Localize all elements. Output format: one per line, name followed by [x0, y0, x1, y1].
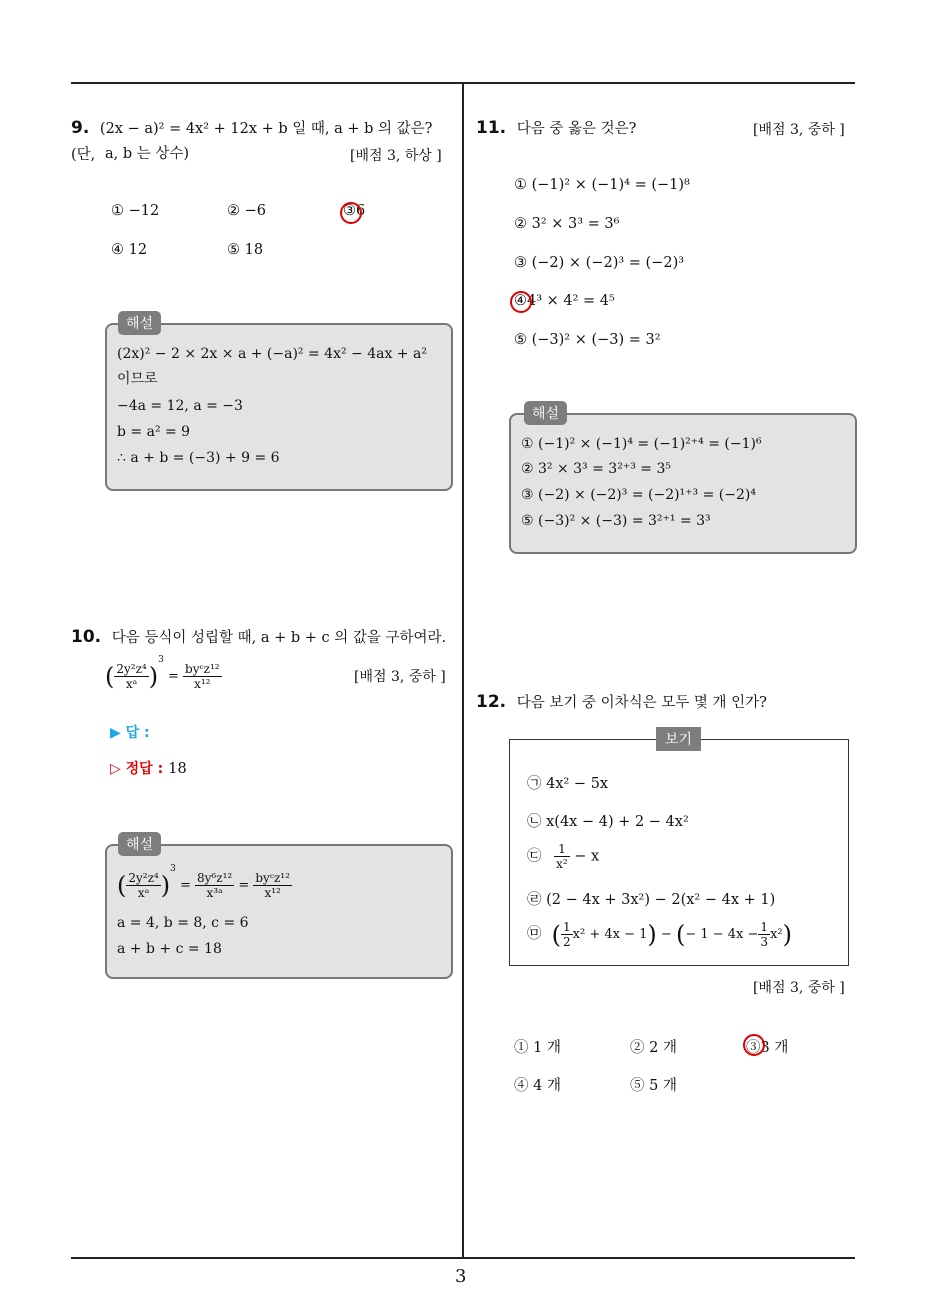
q10-text: 다음 등식이 성립할 때, a + b + c 의 값을 구하여라. — [111, 630, 447, 646]
q10-solution-equation — [117, 864, 292, 900]
q11-solution-label: 해설 — [524, 401, 567, 425]
q12-bogi-label: 보기 — [656, 727, 701, 751]
q12-choice-3-num: ③ — [746, 1040, 761, 1056]
q12-item-4: ㉣ (2 − 4x + 3x²) − 2(x² − 4x + 1) — [527, 892, 776, 908]
q11-score: [배점 3, 중하 ] — [753, 122, 845, 138]
q10-answer-label: ▶ 답 : — [110, 725, 150, 741]
q9-text-line2: a, b 는 상수) — [105, 146, 190, 162]
q10-exponent: 3 — [158, 655, 164, 665]
q11-choice-1[interactable]: ① (−1)² × (−1)⁴ = (−1)⁸ — [514, 177, 690, 193]
q12-question — [476, 689, 767, 716]
q10-equation — [105, 655, 222, 691]
q10-correct-row — [110, 758, 187, 778]
q10-number: 10. — [71, 627, 102, 647]
q12-item-5-part-c: x² — [770, 927, 783, 942]
q12-item-5-minus: − — [660, 927, 672, 942]
q12-answer-circle — [743, 1034, 765, 1056]
q12-score: [배점 3, 중하 ] — [753, 980, 845, 996]
column-divider — [462, 82, 464, 1259]
q9-choice-5[interactable]: ⑤ 18 — [227, 242, 264, 258]
page-number: 3 — [455, 1266, 467, 1287]
q10-score: [배점 3, 중하 ] — [354, 669, 446, 685]
q12-item-5-mark: ㉤ — [527, 926, 542, 942]
q12-number: 12. — [476, 692, 507, 712]
q10-paren-close: ) — [148, 662, 159, 691]
q12-item-5-paren2-close: ) — [782, 920, 792, 949]
q9-solution-1: (2x)² − 2 × 2x × a + (−a)² = 4x² − 4ax + a² — [117, 346, 427, 362]
q10-equals: = — [167, 669, 184, 684]
q10-solution-label: 해설 — [118, 832, 161, 856]
q10-sol-fraction-3: $\frac{\text{byᶜz¹²}}{\text{x¹²}}$ — [255, 871, 290, 900]
q12-item-5-third: $\frac{1}{3}$ — [760, 920, 769, 949]
q9-choice-2[interactable]: ② −6 — [227, 203, 266, 219]
q10-correct-label: ▷ 정답 : — [110, 761, 164, 777]
q9-solution-3: −4a = 12, a = −3 — [117, 398, 243, 414]
q12-choice-1[interactable]: ① 1 개 — [514, 1040, 561, 1056]
q12-choice-2[interactable]: ② 2 개 — [630, 1040, 677, 1056]
q10-sol-equals-2: = — [238, 878, 254, 893]
q12-text: 다음 보기 중 이차식은 모두 몇 개 인가? — [516, 695, 767, 711]
q11-question — [476, 115, 636, 142]
q12-item-3-rest: − x — [574, 848, 600, 865]
q11-number: 11. — [476, 118, 507, 138]
q12-item-5-paren1-open: ( — [551, 920, 562, 949]
q9-choice-4[interactable]: ④ 12 — [111, 242, 148, 258]
q10-paren-open: ( — [105, 662, 115, 691]
q9-choice-1[interactable]: ① −12 — [111, 203, 160, 219]
q10-sol-fraction-2: $\frac{\text{8y⁶z¹²}}{\text{x³ᵃ}}$ — [197, 871, 233, 900]
q12-item-5-paren2-open: ( — [675, 920, 686, 949]
q9-solution-label: 해설 — [118, 311, 161, 335]
q11-text: 다음 중 옳은 것은? — [516, 121, 637, 137]
q12-item-3-fraction: $\frac{1}{\text{x²}}$ — [556, 842, 568, 871]
q10-sol-paren-close: ) — [160, 871, 171, 900]
q9-choice-3-value: 6 — [356, 203, 366, 219]
q11-choice-2[interactable]: ② 3² × 3³ = 3⁶ — [514, 216, 620, 232]
q9-solution-2: 이므로 — [117, 371, 158, 387]
q12-choice-5[interactable]: ⑤ 5 개 — [630, 1078, 677, 1094]
q11-choice-3[interactable]: ③ (−2) × (−2)³ = (−2)³ — [514, 255, 685, 271]
q10-solution-1: a = 4, b = 8, c = 6 — [117, 915, 249, 931]
q12-choice-3-value: 3 개 — [760, 1040, 789, 1056]
q12-item-2: ㉡ x(4x − 4) + 2 − 4x² — [527, 814, 689, 830]
q10-question — [71, 624, 456, 651]
q12-item-5-part-a: x² + 4x − 1 — [572, 927, 648, 942]
q12-item-5-half: $\frac{1}{2}$ — [563, 920, 571, 949]
q10-sol-fraction-1: $\frac{\text{2y²z⁴}}{\text{xᵃ}}$ — [128, 871, 159, 900]
q11-solution-2: ② 3² × 3³ = 3²⁺³ = 3⁵ — [521, 461, 671, 477]
q9-choice-3-num: ③ — [343, 203, 356, 219]
q12-choice-4[interactable]: ④ 4 개 — [514, 1078, 561, 1094]
q9-solution-4: b = a² = 9 — [117, 424, 191, 440]
q9-answer-circle — [340, 202, 362, 224]
q12-item-1: ㉠ 4x² − 5x — [527, 776, 609, 792]
q10-correct-value: 18 — [168, 761, 187, 777]
q9-text-line1: (2x − a)² = 4x² + 12x + b 일 때, a + b 의 값은?(단, — [71, 121, 433, 163]
q12-item-5-part-b: − 1 − 4x − — [685, 927, 759, 942]
q11-choice-4-value: 4³ × 4² = 4⁵ — [527, 293, 615, 309]
q12-item-3-mark: ㉢ — [527, 848, 542, 865]
q9-solution-5: ∴ a + b = (−3) + 9 = 6 — [117, 450, 280, 466]
q10-sol-exponent: 3 — [170, 864, 176, 874]
q10-right-fraction: $\frac{\text{byᶜz¹²}}{\text{x¹²}}$ — [185, 662, 220, 691]
q11-answer-circle — [510, 291, 532, 313]
q11-solution-4: ⑤ (−3)² × (−3) = 3²⁺¹ = 3³ — [521, 513, 711, 529]
q12-item-5 — [527, 920, 792, 949]
q11-solution-1: ① (−1)² × (−1)⁴ = (−1)²⁺⁴ = (−1)⁶ — [521, 436, 762, 452]
q12-item-5-paren1-close: ) — [647, 920, 657, 949]
q9-score: [배점 3, 하상 ] — [350, 148, 442, 164]
q11-choice-5[interactable]: ⑤ (−3)² × (−3) = 3² — [514, 332, 661, 348]
q9-number: 9. — [71, 118, 90, 138]
q10-sol-equals-1: = — [179, 878, 196, 893]
q11-solution-3: ③ (−2) × (−2)³ = (−2)¹⁺³ = (−2)⁴ — [521, 487, 756, 503]
q11-choice-4-num: ④ — [514, 293, 527, 309]
q10-left-fraction: $\frac{\text{2y²z⁴}}{\text{xᵃ}}$ — [116, 662, 147, 691]
q12-item-3 — [527, 842, 599, 871]
q10-solution-2: a + b + c = 18 — [117, 941, 222, 957]
q10-sol-paren-open: ( — [117, 871, 127, 900]
